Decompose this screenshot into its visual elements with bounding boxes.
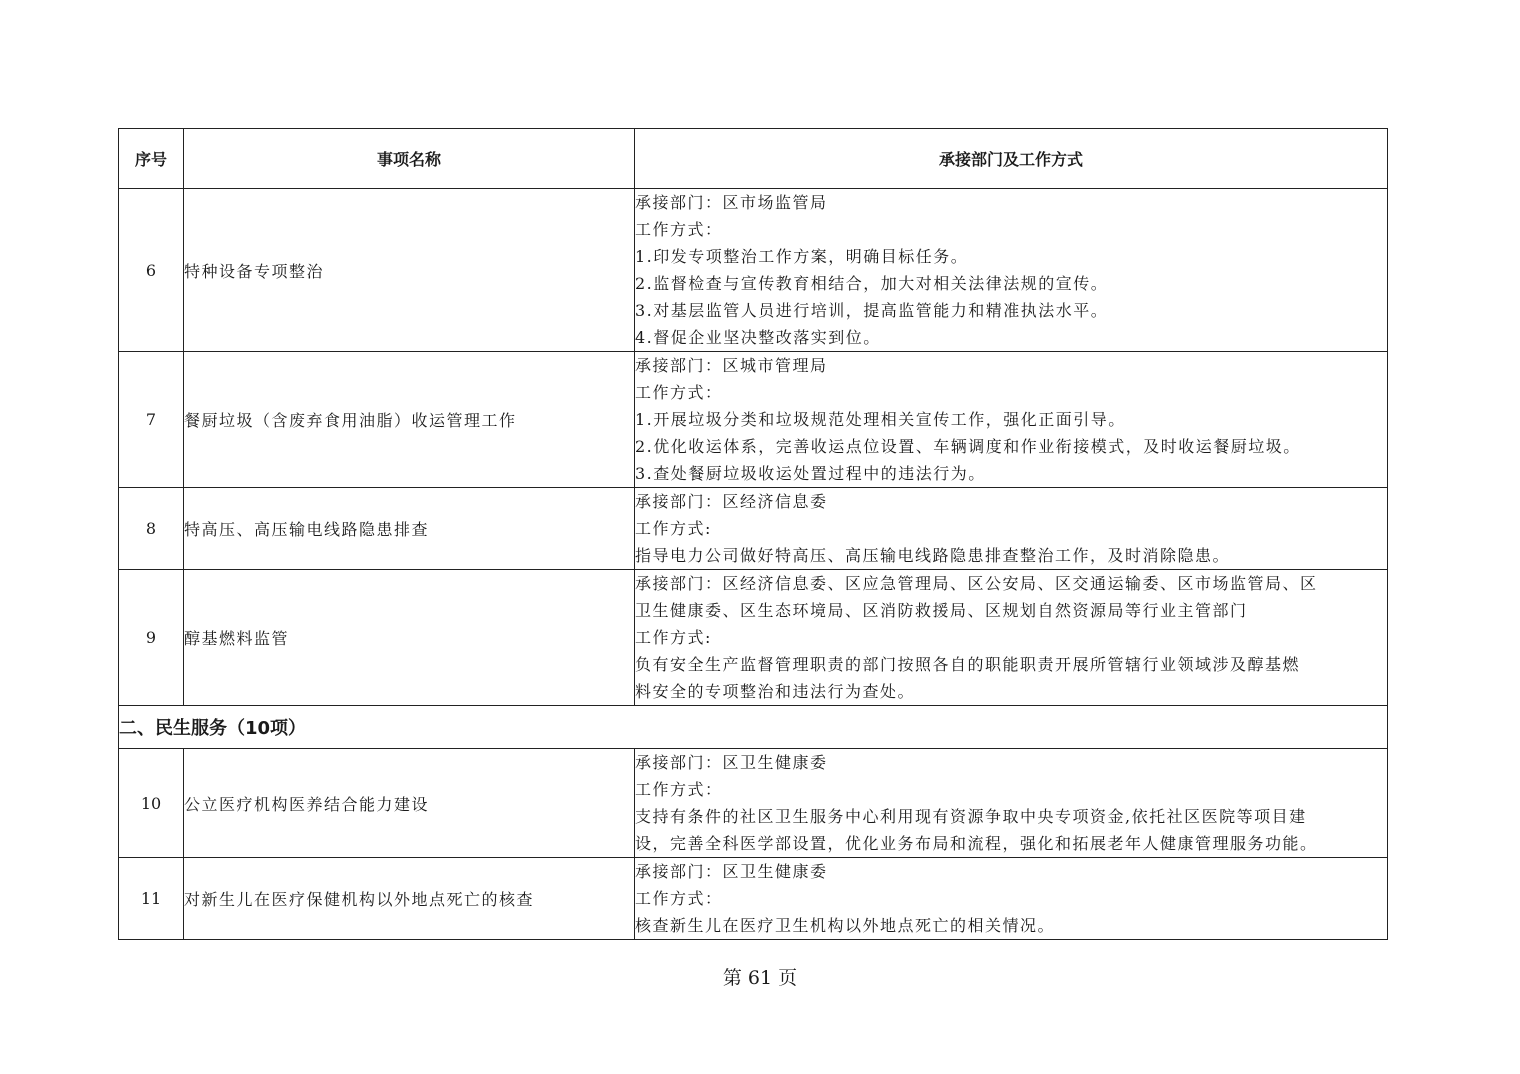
section-row bbox=[119, 706, 1388, 749]
row-name: 对新生儿在医疗保健机构以外地点死亡的核查 bbox=[184, 858, 635, 940]
content-line: 工作方式： bbox=[635, 889, 723, 908]
content-line: 承接部门：区卫生健康委 bbox=[635, 862, 828, 881]
content-line: 1.开展垃圾分类和垃圾规范处理相关宣传工作，强化正面引导。 bbox=[635, 410, 1126, 429]
row-content bbox=[635, 352, 1388, 488]
row-no: 8 bbox=[119, 488, 184, 570]
table-row bbox=[119, 858, 1388, 940]
content-line: 工作方式: bbox=[635, 628, 712, 647]
row-no: 9 bbox=[119, 570, 184, 706]
row-content bbox=[635, 858, 1388, 940]
row-content bbox=[635, 570, 1388, 706]
page-number: 第 61 页 bbox=[722, 967, 798, 989]
section-title: 二、民生服务（10项） bbox=[119, 706, 1388, 749]
row-name: 餐厨垃圾（含废弃食用油脂）收运管理工作 bbox=[184, 352, 635, 488]
content-line: 支持有条件的社区卫生服务中心利用现有资源争取中央专项资金,依托社区医院等项目建 bbox=[635, 807, 1307, 826]
header-dept: 承接部门及工作方式 bbox=[635, 129, 1388, 189]
row-content bbox=[635, 189, 1388, 352]
row-no: 7 bbox=[119, 352, 184, 488]
row-no: 11 bbox=[119, 858, 184, 940]
content-line: 3.对基层监管人员进行培训，提高监管能力和精准执法水平。 bbox=[635, 301, 1109, 320]
table-row bbox=[119, 352, 1388, 488]
content-line: 工作方式： bbox=[635, 780, 723, 799]
header-name: 事项名称 bbox=[184, 129, 635, 189]
row-name: 醇基燃料监管 bbox=[184, 570, 635, 706]
content-line: 工作方式： bbox=[635, 383, 723, 402]
content-line: 3.查处餐厨垃圾收运处置过程中的违法行为。 bbox=[635, 464, 986, 483]
content-line: 卫生健康委、区生态环境局、区消防救援局、区规划自然资源局等行业主管部门 bbox=[635, 601, 1248, 620]
content-line: 2.优化收运体系，完善收运点位设置、车辆调度和作业衔接模式，及时收运餐厨垃圾。 bbox=[635, 437, 1301, 456]
header-no: 序号 bbox=[119, 129, 184, 189]
row-name: 特种设备专项整治 bbox=[184, 189, 635, 352]
content-line: 核查新生儿在医疗卫生机构以外地点死亡的相关情况。 bbox=[635, 916, 1056, 935]
row-name: 公立医疗机构医养结合能力建设 bbox=[184, 749, 635, 858]
matters-table bbox=[118, 128, 1388, 940]
table-header-row bbox=[119, 129, 1388, 189]
row-content bbox=[635, 749, 1388, 858]
content-line: 指导电力公司做好特高压、高压输电线路隐患排查整治工作，及时消除隐患。 bbox=[635, 546, 1231, 565]
content-line: 1.印发专项整治工作方案，明确目标任务。 bbox=[635, 247, 969, 266]
content-line: 2.监督检查与宣传教育相结合，加大对相关法律法规的宣传。 bbox=[635, 274, 1109, 293]
content-line: 承接部门：区经济信息委 bbox=[635, 492, 828, 511]
row-no: 6 bbox=[119, 189, 184, 352]
table-row bbox=[119, 488, 1388, 570]
row-content bbox=[635, 488, 1388, 570]
row-name: 特高压、高压输电线路隐患排查 bbox=[184, 488, 635, 570]
content-line: 承接部门：区城市管理局 bbox=[635, 356, 828, 375]
content-line: 负有安全生产监督管理职责的部门按照各自的职能职责开展所管辖行业领域涉及醇基燃 bbox=[635, 655, 1301, 674]
content-line: 设，完善全科医学部设置，优化业务布局和流程，强化和拓展老年人健康管理服务功能。 bbox=[635, 834, 1318, 853]
content-line: 4.督促企业坚决整改落实到位。 bbox=[635, 328, 881, 347]
content-line: 承接部门：区市场监管局 bbox=[635, 193, 828, 212]
content-line: 承接部门：区卫生健康委 bbox=[635, 753, 828, 772]
content-line: 料安全的专项整治和违法行为查处。 bbox=[635, 682, 916, 701]
content-line: 工作方式： bbox=[635, 220, 723, 239]
content-line: 工作方式: bbox=[635, 519, 712, 538]
row-no: 10 bbox=[119, 749, 184, 858]
table-row bbox=[119, 570, 1388, 706]
table-row bbox=[119, 749, 1388, 858]
table-row bbox=[119, 189, 1388, 352]
content-line: 承接部门：区经济信息委、区应急管理局、区公安局、区交通运输委、区市场监管局、区 bbox=[635, 574, 1318, 593]
